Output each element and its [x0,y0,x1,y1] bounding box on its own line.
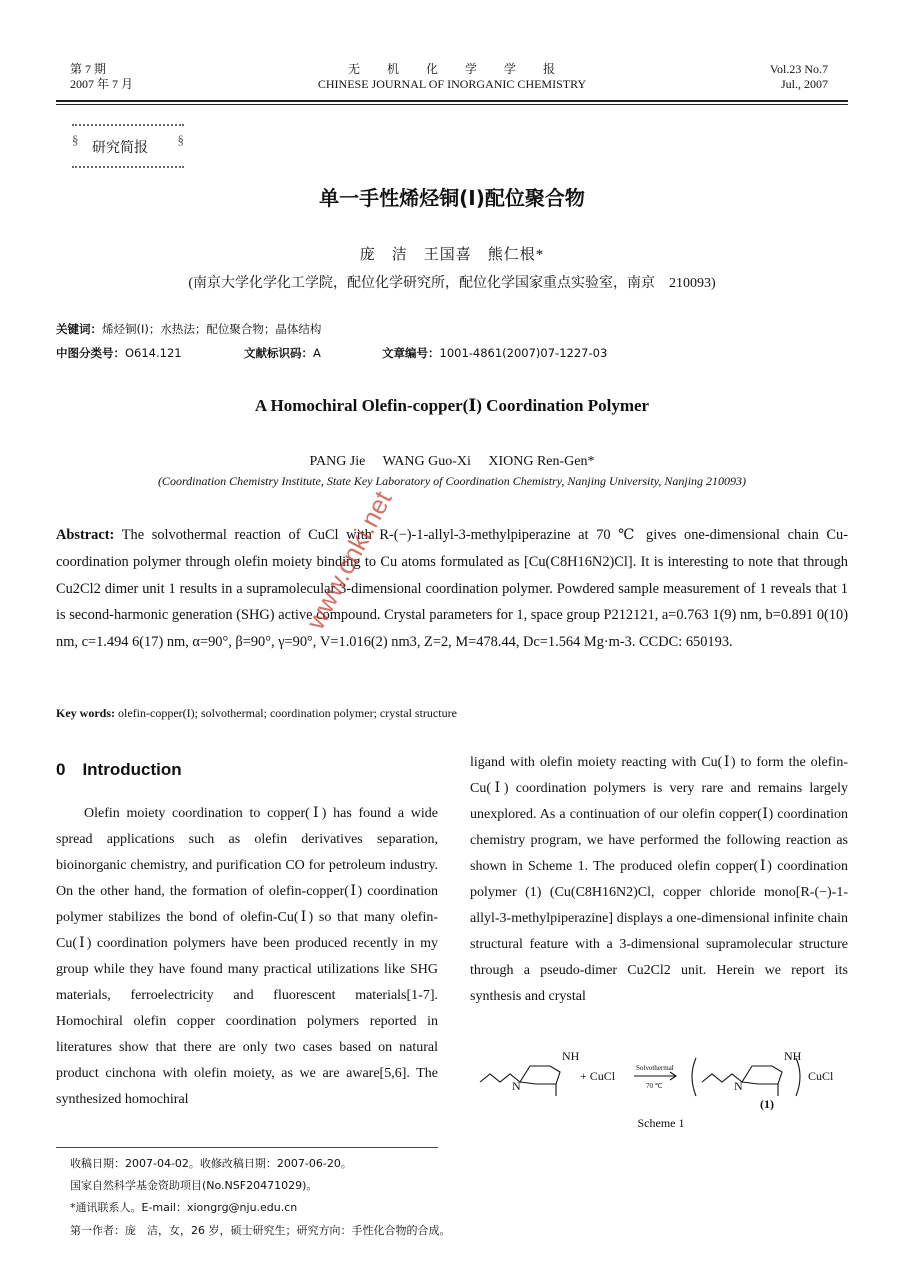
footnote-correspondence: *通讯联系人。E-mail：xiongrg@nju.edu.cn [70,1201,298,1214]
clc-code [56,346,182,361]
issue-number: 第 7 期 [70,62,107,76]
article-value: 1001-4861(2007)07-1227-03 [439,346,608,360]
footnote-rule [56,1147,438,1148]
affiliation-cn: (南京大学化学化工学院，配位化学研究所，配位化学国家重点实验室，南京 210093) [188,276,716,291]
reactant-nh-label: NH [562,1049,580,1063]
doc-code [244,346,321,361]
title-cn: 单一手性烯烃铜(Ⅰ)配位聚合物 [319,186,585,210]
compound-number: (1) [760,1097,774,1111]
product-ring [742,1066,782,1084]
keywords-cn [56,322,321,337]
keywords-cn-text: 烯烃铜(I)；水热法；配位聚合物；晶体结构 [102,322,322,336]
scheme-1-figure [474,1040,848,1112]
keywords-cn-label: 关键词： [56,322,102,336]
doc-value: A [313,346,321,360]
arrow-condition-bottom: 70 ℃ [646,1082,663,1090]
clc-label: 中图分类号： [56,346,125,360]
body-column-right [470,750,848,1010]
scheme-caption: Scheme 1 [637,1116,685,1130]
badge-bracket-right-icon: § [177,132,184,147]
keywords-en-text: olefin-copper(I); solvothermal; coordination polymer; crystal structure [118,706,457,720]
doc-label: 文献标识码： [244,346,313,360]
arrow-condition-top: Solvothermal [636,1064,674,1072]
product-n-label: N [734,1079,743,1093]
badge-bracket-left-icon: § [72,132,79,147]
plus-cucl-label: + CuCl [580,1069,616,1083]
reactant-n-label: N [512,1079,521,1093]
abstract-label: Abstract: [56,527,115,543]
product-nh-label: NH [784,1049,802,1063]
article-number [382,346,607,361]
footnote-first-author: 第一作者：庞 洁，女，26 岁，硕士研究生；研究方向：手性化合物的合成。 [70,1224,451,1237]
body-column-left [56,801,438,1113]
authors-en: PANG Jie WANG Guo-Xi XIONG Ren-Gen* [309,454,595,469]
product-paren-left [692,1058,696,1096]
keywords-en [56,706,457,721]
keywords-en-label: Key words: [56,706,115,720]
abstract-text: The solvothermal reaction of CuCl with R-(−)-1-allyl-3-methylpiperazine at 70 ℃ gives one-dimensional chain Cu-coordination polymer through olefin moiety binding to Cu atoms formulated as [Cu(C8H16N2)Cl]. It is interesting to note that through Cu2Cl2 dimer unit 1 results in a supramolecular 3-dimensional coordination polymer. Powdered sample measurement of 1 reveals that 1 is second-harmonic generation (SHG) active compound. Crystal parameters for 1, space group P212121, a=0.763 1(9) nm, b=0.891 0(10) nm, c=1.494 6(17) nm, α=90°, β=90°, γ=90°, V=1.016(2) nm3, Z=2, M=478.44, Dc=1.564 Mg·m-3. CCDC: 650193. [56,527,848,651]
authors-cn: 庞 洁 王国喜 熊仁根* [359,247,545,263]
introduction-heading: 0 Introduction [56,760,182,779]
footnote-received: 收稿日期：2007-04-02。收修改稿日期：2007-06-20。 [70,1157,352,1170]
journal-title [0,62,904,92]
issue-date: 2007 年 7 月 [70,77,134,91]
journal-title-cn: 无 机 化 学 学 报 [347,62,556,76]
reactant-ring [520,1066,560,1084]
volume-date: Jul., 2007 [780,77,828,91]
product-paren-right [796,1058,800,1096]
section-badge [72,124,184,168]
header-rule [56,100,848,102]
affiliation-en: (Coordination Chemistry Institute, State Key Laboratory of Coordination Chemistry, Nanjing University, Nanjing 210093) [157,474,747,488]
title-en: A Homochiral Olefin-copper(Ⅰ) Coordination Polymer [254,396,650,415]
abstract [56,522,848,656]
volume-number: Vol.23 No.7 [769,62,828,76]
intro-paragraph-left: Olefin moiety coordination to copper(Ⅰ) has found a wide spread applications such as olefin derivatives separation, bioinorganic chemistry, and purification CO for petroleum industry. On the other hand, the formation of olefin-copper(Ⅰ) coordination polymer stabilizes the bond of olefin-Cu(Ⅰ) so that many olefin-Cu(Ⅰ) coordination polymers have been produced recently in my group while they have found many practical utilizations like SHG materials, ferroelectricity and fluorescent materials[1-7]. Homochiral olefin copper coordination polymers reported in literatures show that there are only two cases based on natural product cinchona with olefin moiety, as we are aware[5,6]. The synthesized homochiral [56,806,438,1107]
article-label: 文章编号： [382,346,440,360]
intro-paragraph-right: ligand with olefin moiety reacting with Cu(Ⅰ) to form the olefin-Cu(Ⅰ) coordination polymers is very rare and remains largely unexplored. As a continuation of our olefin copper(Ⅰ) coordination chemistry program, we have performed the following reaction as shown in Scheme 1. The produced olefin copper(Ⅰ) coordination polymer (1) (Cu(C8H16N2)Cl, copper chloride mono[R-(−)-1-allyl-3-methylpiperazine] displays a one-dimensional infinite chain structural feature with a 3-dimensional supramolecular structure through a pseudo-dimer Cu2Cl2 unit. Herein we report its synthesis and crystal [470,755,848,1004]
clc-value: O614.121 [125,346,182,360]
volume-info [770,62,828,92]
journal-title-en: CHINESE JOURNAL OF INORGANIC CHEMISTRY [317,77,587,91]
header-rule-thin [56,104,848,105]
footnote-funding: 国家自然科学基金资助项目(No.NSF20471029)。 [70,1179,318,1192]
product-cucl-label: CuCl [808,1069,834,1083]
watermark: www.cnki.net [300,486,398,635]
section-badge-label: 研究简报 [92,140,148,156]
